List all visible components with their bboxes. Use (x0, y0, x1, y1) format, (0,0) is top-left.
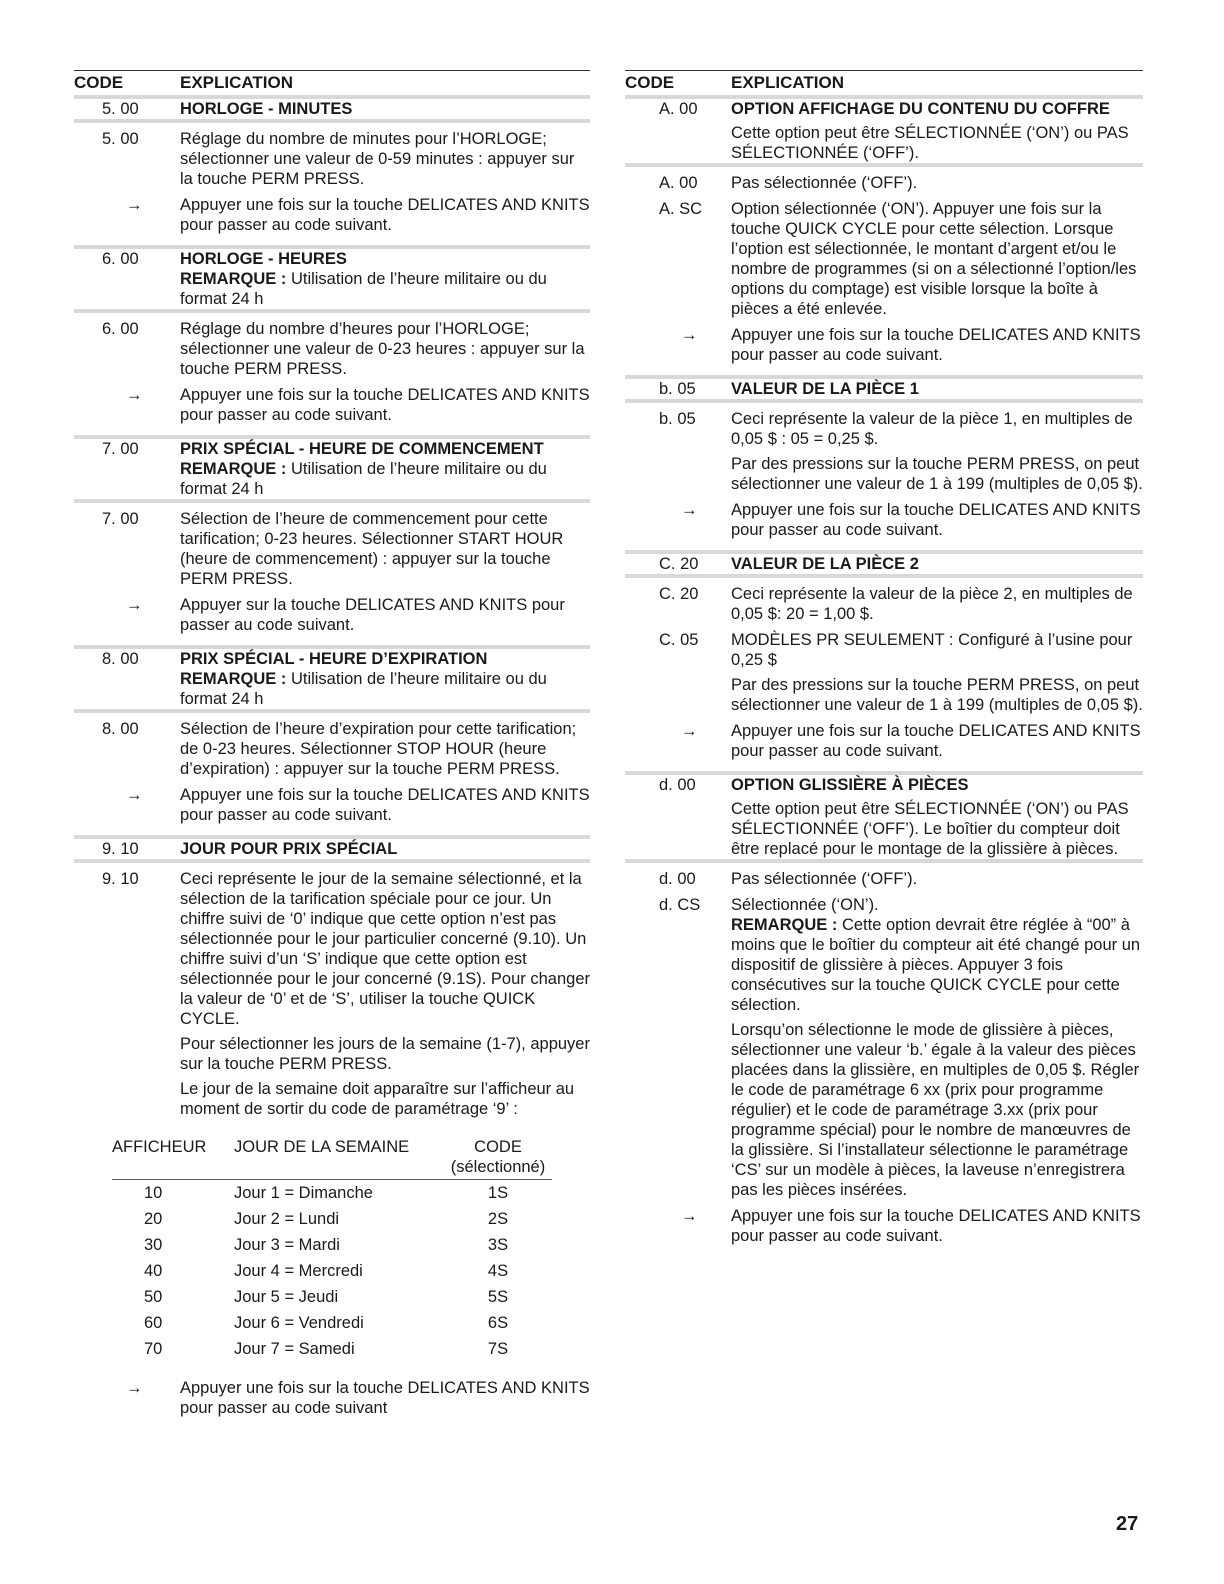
section-A-row: A. SC Option sélectionnée (‘ON’). Appuyer une fois sur la touche QUICK CYCLE pour cette sélection. Lorsque l’option est sélectionnée, le montant d’argent et/ou le nombre de programmes (si on a sélectionné l’option/les options du comptage) est visible lorsque la boîte à pièces a été enlevée. (659, 200, 1137, 318)
section-7-note: REMARQUE : Utilisation de l’heure militaire ou du format 24 h (74, 459, 590, 503)
day-table-row (112, 1232, 552, 1258)
section-b-heading: b. 05 VALEUR DE LA PIÈCE 1 (625, 379, 1143, 403)
day-table-cell: 4S (487, 1262, 509, 1280)
day-table-row (112, 1284, 552, 1310)
header-code: CODE (74, 73, 124, 92)
arrow-icon: → (681, 326, 698, 344)
section-6-note: REMARQUE : Utilisation de l’heure militaire ou du format 24 h (74, 269, 590, 313)
section-8-note: REMARQUE : Utilisation de l’heure militaire ou du format 24 h (74, 669, 590, 713)
remarque-label: REMARQUE : (731, 916, 838, 934)
section-C-arrow: → Appuyer une fois sur la touche DELICATES AND KNITS pour passer au code suivant. (625, 721, 1143, 761)
section-6-arrow: → Appuyer une fois sur la touche DELICATES AND KNITS pour passer au code suivant. (74, 385, 590, 425)
day-table-cell: Jour 7 = Samedi (234, 1340, 355, 1358)
day-table-cell: 60 (144, 1314, 163, 1332)
section-A-paragraph: Cette option peut être SÉLECTIONNÉE (‘ON’) ou PAS SÉLECTIONNÉE (‘OFF’). (625, 123, 1143, 167)
section-9-paragraph: Pour sélectionner les jours de la semaine (1-7), appuyer sur la touche PERM PRESS. (180, 1035, 590, 1073)
section-9-paragraph: Le jour de la semaine doit apparaître sur l’afficheur au moment de sortir du code de paramétrage ‘9’ : (180, 1080, 575, 1118)
header-explication: EXPLICATION (731, 73, 845, 92)
section-7-arrow: → Appuyer sur la touche DELICATES AND KNITS pour passer au code suivant. (74, 595, 590, 635)
remarque-label: REMARQUE : (180, 460, 287, 478)
day-table-cell: 2S (487, 1210, 509, 1228)
section-7-heading: 7. 00 PRIX SPÉCIAL - HEURE DE COMMENCEMENT (102, 440, 544, 458)
column-header (74, 70, 590, 99)
section-5-arrow: → Appuyer une fois sur la touche DELICATES AND KNITS pour passer au code suivant. (74, 195, 590, 235)
day-table (112, 1137, 552, 1362)
day-table-cell: 1S (487, 1184, 509, 1202)
day-table-cell: 10 (144, 1184, 163, 1202)
section-d-arrow: → Appuyer une fois sur la touche DELICATES AND KNITS pour passer au code suivant. (625, 1206, 1143, 1246)
section-7-row: 7. 00 Sélection de l’heure de commencement pour cette tarification; 0-23 heures. Sélectionner START HOUR (heure de commencement) : appuyer sur la touche PERM PRESS. (102, 510, 564, 588)
arrow-icon: → (126, 1379, 143, 1397)
day-table-cell: Jour 4 = Mercredi (234, 1262, 363, 1280)
arrow-icon: → (681, 501, 698, 519)
section-d-heading: d. 00 OPTION GLISSIÈRE À PIÈCES (659, 776, 969, 794)
right-column (625, 70, 1143, 1246)
column-header (625, 70, 1143, 99)
header-code: CODE (625, 73, 675, 92)
header-explication: EXPLICATION (180, 73, 294, 92)
day-table-cell: 7S (487, 1340, 509, 1358)
section-A-arrow: → Appuyer une fois sur la touche DELICATES AND KNITS pour passer au code suivant. (625, 325, 1143, 365)
section-d-paragraph: Lorsqu’on sélectionne le mode de glissière à pièces, sélectionner une valeur ‘b.’ égale à la valeur des pièces placées dans la glissière, en multiples de 0,05 $. Régler le code de paramétrage 6 xx (prix pour programme régulier) et le code de paramétrage 3.xx (prix pour programme spécial) pour le nombre de manœuvres de la glissière. Si l’installateur sélectionne le paramétrage ‘CS’ sur un modèle à pièces, la laveuse n’enregistrera pas les pièces insérées. (731, 1021, 1140, 1199)
arrow-icon: → (681, 1207, 698, 1225)
section-b-arrow: → Appuyer une fois sur la touche DELICATES AND KNITS pour passer au code suivant. (625, 500, 1143, 540)
section-9-heading: 9. 10 JOUR POUR PRIX SPÉCIAL (74, 839, 590, 863)
day-table-cell: 70 (144, 1340, 163, 1358)
day-table-cell: 5S (487, 1288, 509, 1306)
section-A-heading: A. 00 OPTION AFFICHAGE DU CONTENU DU COFFRE (659, 100, 1110, 118)
arrow-icon: → (126, 596, 143, 614)
day-table-cell: Jour 1 = Dimanche (234, 1184, 373, 1202)
day-table-cell: 6S (487, 1314, 509, 1332)
section-8-row: 8. 00 Sélection de l’heure d’expiration pour cette tarification; de 0-23 heures. Sélectionner STOP HOUR (heure d’expiration) : appuyer sur la touche PERM PRESS. (102, 720, 577, 778)
section-b-row: b. 05 Ceci représente la valeur de la pièce 1, en multiples de 0,05 $ : 05 = 0,25 $. (659, 410, 1133, 448)
day-table-row (112, 1310, 552, 1336)
section-C-row: C. 05 MODÈLES PR SEULEMENT : Configuré à l’usine pour 0,25 $ (659, 631, 1133, 669)
day-table-body (112, 1180, 552, 1362)
remarque-label: REMARQUE : (180, 670, 287, 688)
day-table-cell: 50 (144, 1288, 163, 1306)
section-A-row: A. 00 Pas sélectionnée (‘OFF’). (659, 174, 918, 192)
arrow-icon: → (126, 386, 143, 404)
section-5-row: 5. 00 Réglage du nombre de minutes pour l’HORLOGE; sélectionner une valeur de 0-59 minutes : appuyer sur la touche PERM PRESS. (102, 130, 575, 188)
section-9-arrow: → Appuyer une fois sur la touche DELICATES AND KNITS pour passer au code suivant (74, 1378, 590, 1418)
section-d-row: d. 00 Pas sélectionnée (‘OFF’). (659, 870, 918, 888)
section-C-heading: C. 20 VALEUR DE LA PIÈCE 2 (625, 554, 1143, 578)
section-8-arrow: → Appuyer une fois sur la touche DELICATES AND KNITS pour passer au code suivant. (74, 785, 590, 825)
day-table-cell: 40 (144, 1262, 163, 1280)
arrow-icon: → (126, 786, 143, 804)
left-column (74, 70, 590, 1418)
day-table-cell: Jour 6 = Vendredi (234, 1314, 364, 1332)
day-table-cell: Jour 5 = Jeudi (234, 1288, 339, 1306)
arrow-icon: → (126, 196, 143, 214)
day-table-cell: 20 (144, 1210, 163, 1228)
day-table-cell: Jour 3 = Mardi (234, 1236, 340, 1254)
section-6-row: 6. 00 Réglage du nombre d’heures pour l’HORLOGE; sélectionner une valeur de 0-23 heures : appuyer sur la touche PERM PRESS. (102, 320, 585, 378)
page-number: 27 (1116, 1513, 1139, 1535)
day-table-cell: 30 (144, 1236, 163, 1254)
day-table-row (112, 1180, 552, 1206)
day-table-row (112, 1206, 552, 1232)
day-table-row (112, 1336, 552, 1362)
day-table-header: AFFICHEUR JOUR DE LA SEMAINE CODE (sélectionné) (112, 1137, 552, 1180)
section-5-heading: 5. 00 HORLOGE - MINUTES (74, 99, 590, 123)
section-C-paragraph: Par des pressions sur la touche PERM PRESS, on peut sélectionner une valeur de 1 à 199 (multiples de 0,05 $). (731, 676, 1143, 714)
day-table-cell: Jour 2 = Lundi (234, 1210, 340, 1228)
section-C-row: C. 20 Ceci représente la valeur de la pièce 2, en multiples de 0,05 $: 20 = 1,00 $. (659, 585, 1133, 623)
day-table-cell: 3S (487, 1236, 509, 1254)
section-d-paragraph: Cette option peut être SÉLECTIONNÉE (‘ON’) ou PAS SÉLECTIONNÉE (‘OFF’). Le boîtier du compteur doit être replacé pour le montage de la glissière à pièces. (625, 799, 1143, 863)
arrow-icon: → (681, 722, 698, 740)
section-6-heading: 6. 00 HORLOGE - HEURES (102, 250, 347, 268)
section-b-paragraph: Par des pressions sur la touche PERM PRESS, on peut sélectionner une valeur de 1 à 199 (multiples de 0,05 $). (731, 455, 1143, 493)
remarque-label: REMARQUE : (180, 270, 287, 288)
section-9-row: 9. 10 Ceci représente le jour de la semaine sélectionné, et la sélection de la tarification spéciale pour ce jour. Un chiffre suivi de ‘0’ indique que cette option n’est pas sélectionnée pour le jour particulier concerné (9.10). Un chiffre suivi d’un ‘S’ indique que cette option est sélectionnée pour le jour concerné (9.1S). Pour changer la valeur de ‘0’ et de ‘S’, utiliser la touche QUICK CYCLE. (102, 870, 590, 1028)
section-8-heading: 8. 00 PRIX SPÉCIAL - HEURE D’EXPIRATION (102, 650, 488, 668)
day-table-row (112, 1258, 552, 1284)
section-d-row: d. CS Sélectionnée (‘ON’). REMARQUE : Cette option devrait être réglée à “00” à moins que le boîtier du compteur ait été changé pour un dispositif de glissière à pièces. Appuyer 3 fois consécutives sur la touche QUICK CYCLE pour cette sélection. (659, 896, 1141, 1014)
